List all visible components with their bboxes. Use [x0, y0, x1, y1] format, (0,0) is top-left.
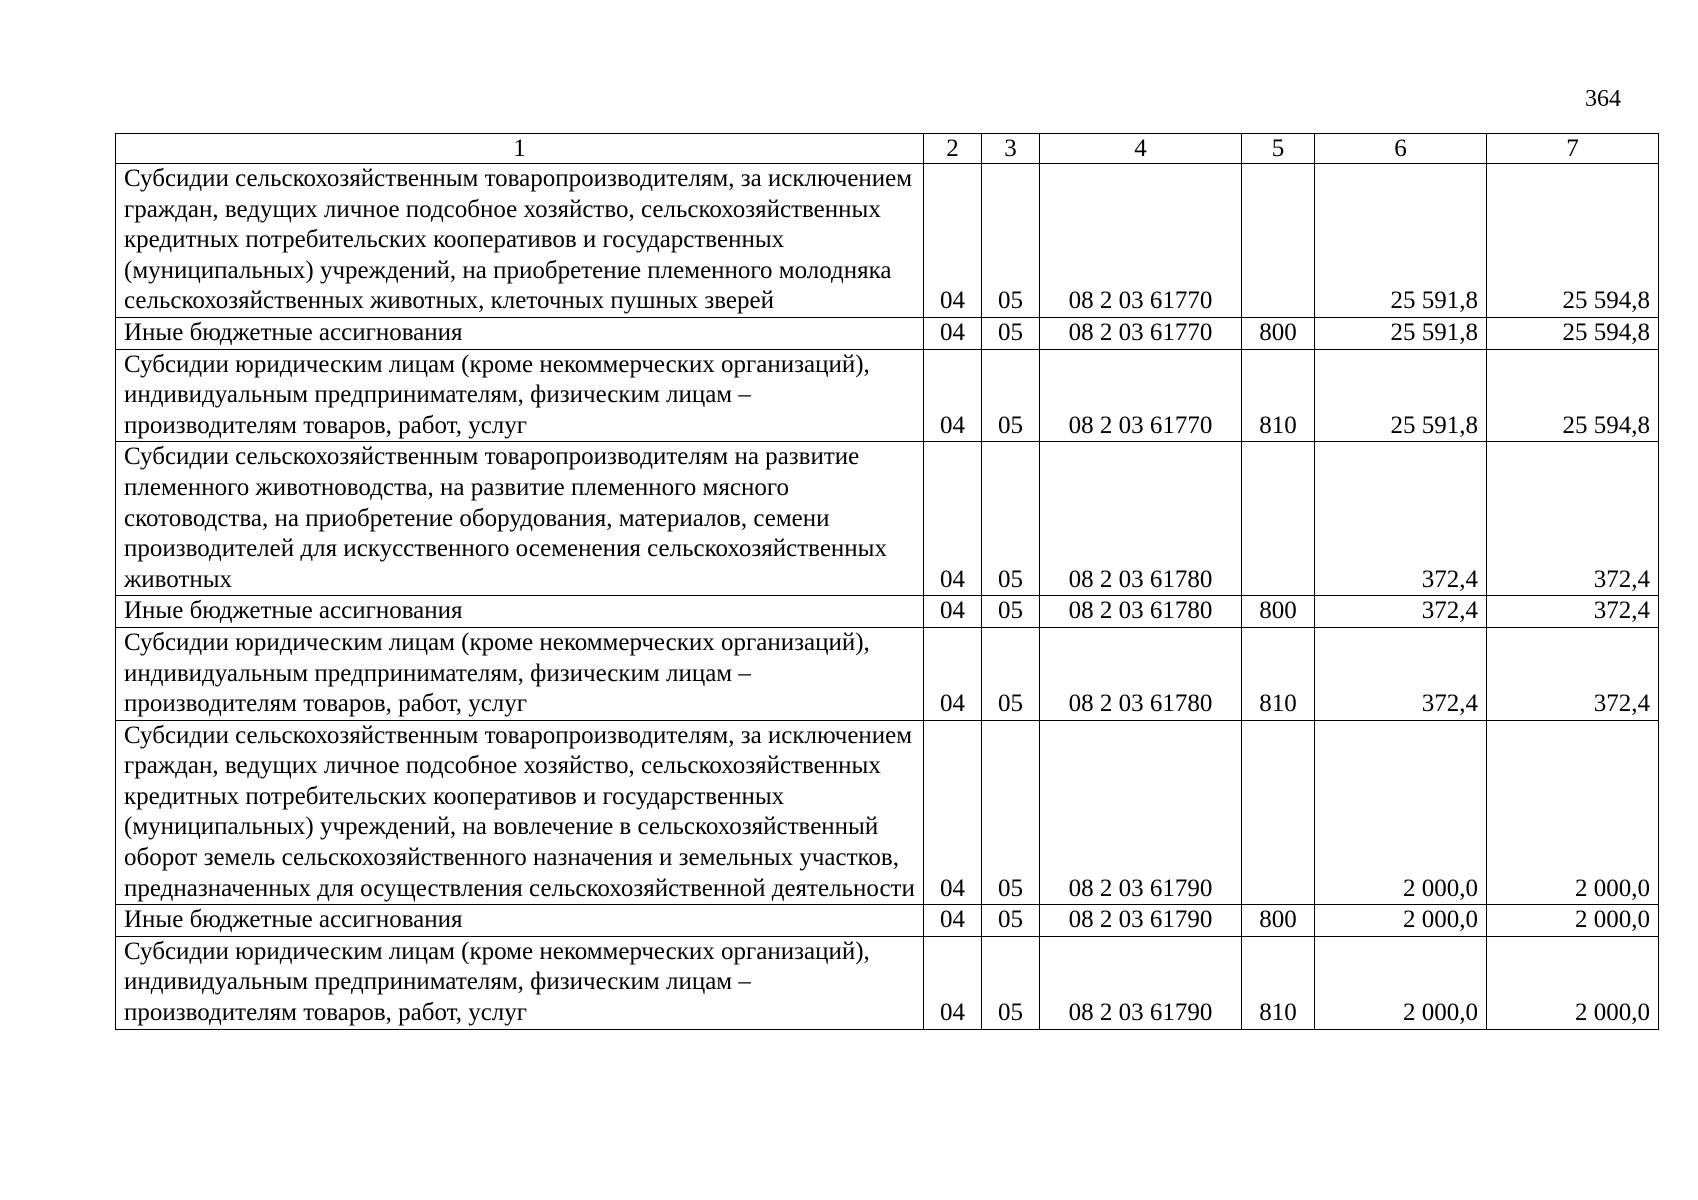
target-article-cell: 08 2 03 61780 — [1040, 627, 1242, 720]
subsection-code-cell: 05 — [982, 936, 1040, 1029]
table-row — [116, 317, 1659, 349]
table-row — [116, 442, 1659, 596]
item-name-cell: Субсидии сельскохозяйственным товаропроизводителям, за исключением граждан, ведущих личное подсобное хозяйство, сельскохозяйственных кредитных потребительских кооперативов и государственных (муниципальных) учреждений, на вовлечение в сельскохозяйственный оборот земель сельскохозяйственного назначения и земельных участков, предназначенных для осуществления сельскохозяйственной деятельности — [116, 720, 924, 905]
amount-year2-cell: 2 000,0 — [1487, 936, 1659, 1029]
target-article-cell: 08 2 03 61780 — [1040, 442, 1242, 596]
expense-type-cell: 810 — [1242, 627, 1315, 720]
amount-year1-cell: 25 591,8 — [1315, 164, 1487, 318]
amount-year2-cell: 372,4 — [1487, 596, 1659, 628]
table-row — [116, 596, 1659, 628]
subsection-code-cell: 05 — [982, 349, 1040, 442]
item-name-cell: Субсидии юридическим лицам (кроме некоммерческих организаций), индивидуальным предпринимателям, физическим лицам – производителям товаров, работ, услуг — [116, 936, 924, 1029]
amount-year2-cell: 372,4 — [1487, 627, 1659, 720]
amount-year1-cell: 2 000,0 — [1315, 720, 1487, 905]
section-code-cell: 04 — [924, 936, 982, 1029]
expense-type-cell: 810 — [1242, 349, 1315, 442]
table-row — [116, 164, 1659, 318]
amount-year2-cell: 25 594,8 — [1487, 349, 1659, 442]
expense-type-cell: 800 — [1242, 596, 1315, 628]
expense-type-cell — [1242, 442, 1315, 596]
target-article-cell: 08 2 03 61790 — [1040, 936, 1242, 1029]
header-cell: 6 — [1315, 134, 1487, 164]
amount-year1-cell: 372,4 — [1315, 442, 1487, 596]
target-article-cell: 08 2 03 61770 — [1040, 349, 1242, 442]
header-cell: 4 — [1040, 134, 1242, 164]
header-cell: 1 — [116, 134, 924, 164]
section-code-cell: 04 — [924, 627, 982, 720]
amount-year2-cell: 2 000,0 — [1487, 720, 1659, 905]
target-article-cell: 08 2 03 61770 — [1040, 164, 1242, 318]
target-article-cell: 08 2 03 61780 — [1040, 596, 1242, 628]
table-row — [116, 936, 1659, 1029]
amount-year2-cell: 372,4 — [1487, 442, 1659, 596]
subsection-code-cell: 05 — [982, 317, 1040, 349]
table-row — [116, 627, 1659, 720]
target-article-cell: 08 2 03 61770 — [1040, 317, 1242, 349]
section-code-cell: 04 — [924, 905, 982, 937]
amount-year1-cell: 25 591,8 — [1315, 349, 1487, 442]
expense-type-cell: 800 — [1242, 905, 1315, 937]
header-cell: 3 — [982, 134, 1040, 164]
table-row — [116, 720, 1659, 905]
subsection-code-cell: 05 — [982, 627, 1040, 720]
expense-type-cell: 810 — [1242, 936, 1315, 1029]
budget-table — [115, 133, 1659, 1030]
table-header-row — [116, 134, 1659, 164]
amount-year1-cell: 2 000,0 — [1315, 905, 1487, 937]
item-name-cell: Иные бюджетные ассигнования — [116, 596, 924, 628]
subsection-code-cell: 05 — [982, 720, 1040, 905]
item-name-cell: Субсидии юридическим лицам (кроме некоммерческих организаций), индивидуальным предпринимателям, физическим лицам – производителям товаров, работ, услуг — [116, 627, 924, 720]
section-code-cell: 04 — [924, 317, 982, 349]
section-code-cell: 04 — [924, 442, 982, 596]
header-cell: 7 — [1487, 134, 1659, 164]
item-name-cell: Субсидии юридическим лицам (кроме некоммерческих организаций), индивидуальным предпринимателям, физическим лицам – производителям товаров, работ, услуг — [116, 349, 924, 442]
subsection-code-cell: 05 — [982, 905, 1040, 937]
section-code-cell: 04 — [924, 349, 982, 442]
subsection-code-cell: 05 — [982, 164, 1040, 318]
section-code-cell: 04 — [924, 596, 982, 628]
table-row — [116, 905, 1659, 937]
header-cell: 2 — [924, 134, 982, 164]
amount-year1-cell: 372,4 — [1315, 627, 1487, 720]
target-article-cell: 08 2 03 61790 — [1040, 905, 1242, 937]
expense-type-cell — [1242, 720, 1315, 905]
item-name-cell: Субсидии сельскохозяйственным товаропроизводителям на развитие племенного животноводства, на развитие племенного мясного скотоводства, на приобретение оборудования, материалов, семени производителей для искусственного осеменения сельскохозяйственных животных — [116, 442, 924, 596]
section-code-cell: 04 — [924, 720, 982, 905]
table-row — [116, 349, 1659, 442]
amount-year2-cell: 25 594,8 — [1487, 317, 1659, 349]
header-cell: 5 — [1242, 134, 1315, 164]
subsection-code-cell: 05 — [982, 442, 1040, 596]
item-name-cell: Иные бюджетные ассигнования — [116, 905, 924, 937]
expense-type-cell: 800 — [1242, 317, 1315, 349]
item-name-cell: Субсидии сельскохозяйственным товаропроизводителям, за исключением граждан, ведущих личное подсобное хозяйство, сельскохозяйственных кредитных потребительских кооперативов и государственных (муниципальных) учреждений, на приобретение племенного молодняка сельскохозяйственных животных, клеточных пушных зверей — [116, 164, 924, 318]
target-article-cell: 08 2 03 61790 — [1040, 720, 1242, 905]
expense-type-cell — [1242, 164, 1315, 318]
page-number: 364 — [1585, 86, 1621, 112]
section-code-cell: 04 — [924, 164, 982, 318]
subsection-code-cell: 05 — [982, 596, 1040, 628]
amount-year2-cell: 2 000,0 — [1487, 905, 1659, 937]
amount-year1-cell: 25 591,8 — [1315, 317, 1487, 349]
item-name-cell: Иные бюджетные ассигнования — [116, 317, 924, 349]
amount-year1-cell: 2 000,0 — [1315, 936, 1487, 1029]
amount-year1-cell: 372,4 — [1315, 596, 1487, 628]
amount-year2-cell: 25 594,8 — [1487, 164, 1659, 318]
